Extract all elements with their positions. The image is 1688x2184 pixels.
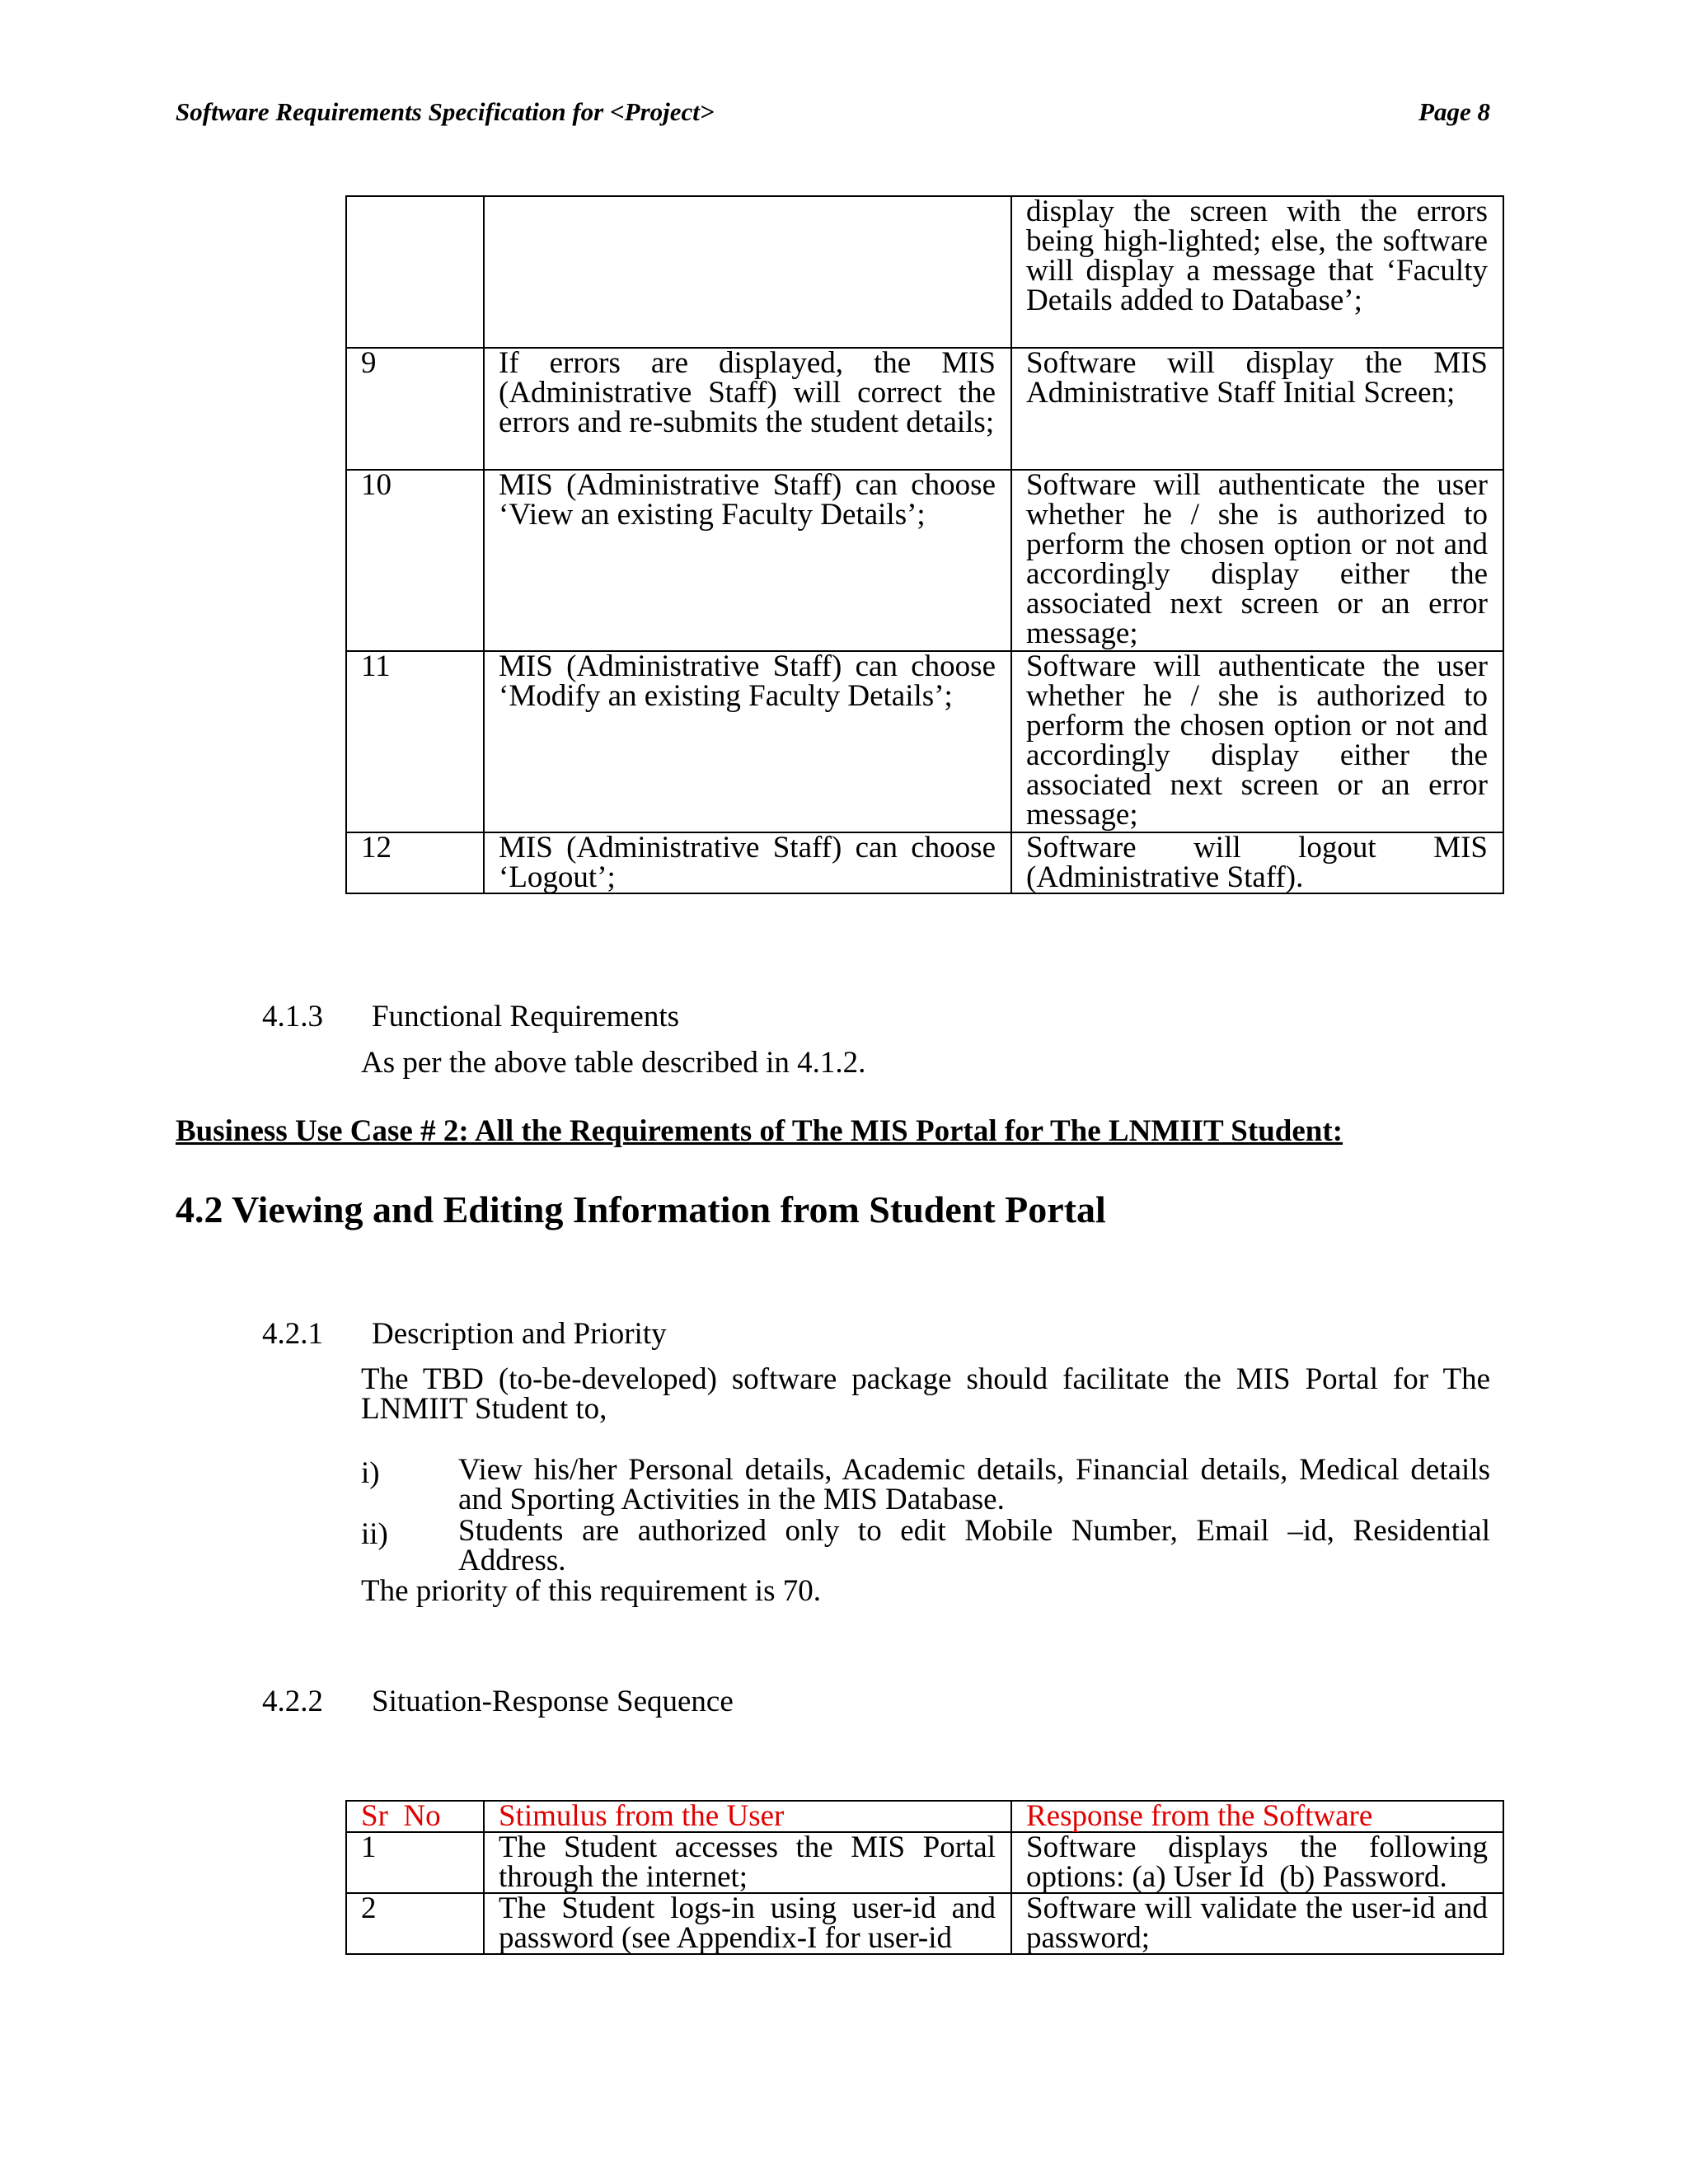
stimulus-cell	[484, 196, 1011, 348]
column-header-stimulus: Stimulus from the User	[484, 1801, 1011, 1832]
stimulus-cell: If errors are displayed, the MIS (Administrative Staff) will correct the errors and re-submits the student details;	[484, 348, 1011, 470]
table-row	[346, 196, 1503, 348]
list-item: Students are authorized only to edit Mobile Number, Email –id, Residential Address.	[458, 1514, 1490, 1577]
sr-no-cell: 2	[346, 1893, 484, 1954]
sr-no-cell	[346, 196, 484, 348]
functional-requirements-text: As per the above table described in 4.1.2.	[361, 1046, 866, 1080]
page-header	[176, 97, 1490, 138]
column-header-response: Response from the Software	[1011, 1801, 1503, 1832]
section-number-4-2-2: 4.2.2	[262, 1685, 323, 1718]
description-intro: The TBD (to-be-developed) software package should facilitate the MIS Portal for The LNMIIT Student to,	[361, 1362, 1490, 1426]
response-cell: Software will display the MIS Administrative Staff Initial Screen;	[1011, 348, 1503, 470]
stimulus-cell: MIS (Administrative Staff) can choose ‘Logout’;	[484, 832, 1011, 893]
table-header-row	[346, 1801, 1503, 1832]
table-row	[346, 832, 1503, 893]
response-cell: Software will authenticate the user whether he / she is authorized to perform the chosen option or not and accordingly display either the associated next screen or an error message;	[1011, 470, 1503, 651]
situation-response-table	[345, 1800, 1504, 1955]
sr-no-cell: 9	[346, 348, 484, 470]
response-cell: display the screen with the errors being high-lighted; else, the software will display a message that ‘Faculty Details added to Database’;	[1011, 196, 1503, 348]
column-header-sr-no: Sr No	[346, 1801, 484, 1832]
list-marker: i)	[361, 1456, 380, 1490]
table-row	[346, 1832, 1503, 1893]
stimulus-cell: The Student logs-in using user-id and password (see Appendix-I for user-id	[484, 1893, 1011, 1954]
sr-no-cell: 12	[346, 832, 484, 893]
sr-no-cell: 11	[346, 651, 484, 832]
section-number-4-1-3: 4.1.3	[262, 1000, 323, 1033]
response-cell: Software will logout MIS (Administrative Staff).	[1011, 832, 1503, 893]
page-number: Page 8	[1418, 97, 1490, 126]
response-cell: Software displays the following options: (a) User Id (b) Password.	[1011, 1832, 1503, 1893]
document-title: Software Requirements Specification for <Project>	[176, 97, 715, 126]
section-title-functional-requirements: Functional Requirements	[372, 1000, 680, 1033]
list-item: View his/her Personal details, Academic details, Financial details, Medical details and Sporting Activities in the MIS Database.	[458, 1453, 1490, 1516]
table-row	[346, 348, 1503, 470]
section-number-4-2-1: 4.2.1	[262, 1317, 323, 1351]
priority-text: The priority of this requirement is 70.	[361, 1574, 821, 1608]
list-marker: ii)	[361, 1517, 388, 1551]
sr-no-cell: 1	[346, 1832, 484, 1893]
response-cell: Software will validate the user-id and password;	[1011, 1893, 1503, 1954]
stimulus-cell: MIS (Administrative Staff) can choose ‘View an existing Faculty Details’;	[484, 470, 1011, 651]
sr-no-cell: 10	[346, 470, 484, 651]
situation-response-table-continued	[345, 195, 1504, 894]
section-title-description-priority: Description and Priority	[372, 1317, 667, 1351]
table-row	[346, 470, 1503, 651]
stimulus-cell: MIS (Administrative Staff) can choose ‘Modify an existing Faculty Details’;	[484, 651, 1011, 832]
business-use-case-heading: Business Use Case # 2: All the Requirements of The MIS Portal for The LNMIIT Student:	[176, 1114, 1343, 1148]
section-title-situation-response: Situation-Response Sequence	[372, 1685, 734, 1718]
table-row	[346, 1893, 1503, 1954]
table-row	[346, 651, 1503, 832]
section-heading-4-2: 4.2 Viewing and Editing Information from Student Portal	[176, 1188, 1106, 1230]
response-cell: Software will authenticate the user whether he / she is authorized to perform the chosen option or not and accordingly display either the associated next screen or an error message;	[1011, 651, 1503, 832]
stimulus-cell: The Student accesses the MIS Portal through the internet;	[484, 1832, 1011, 1893]
